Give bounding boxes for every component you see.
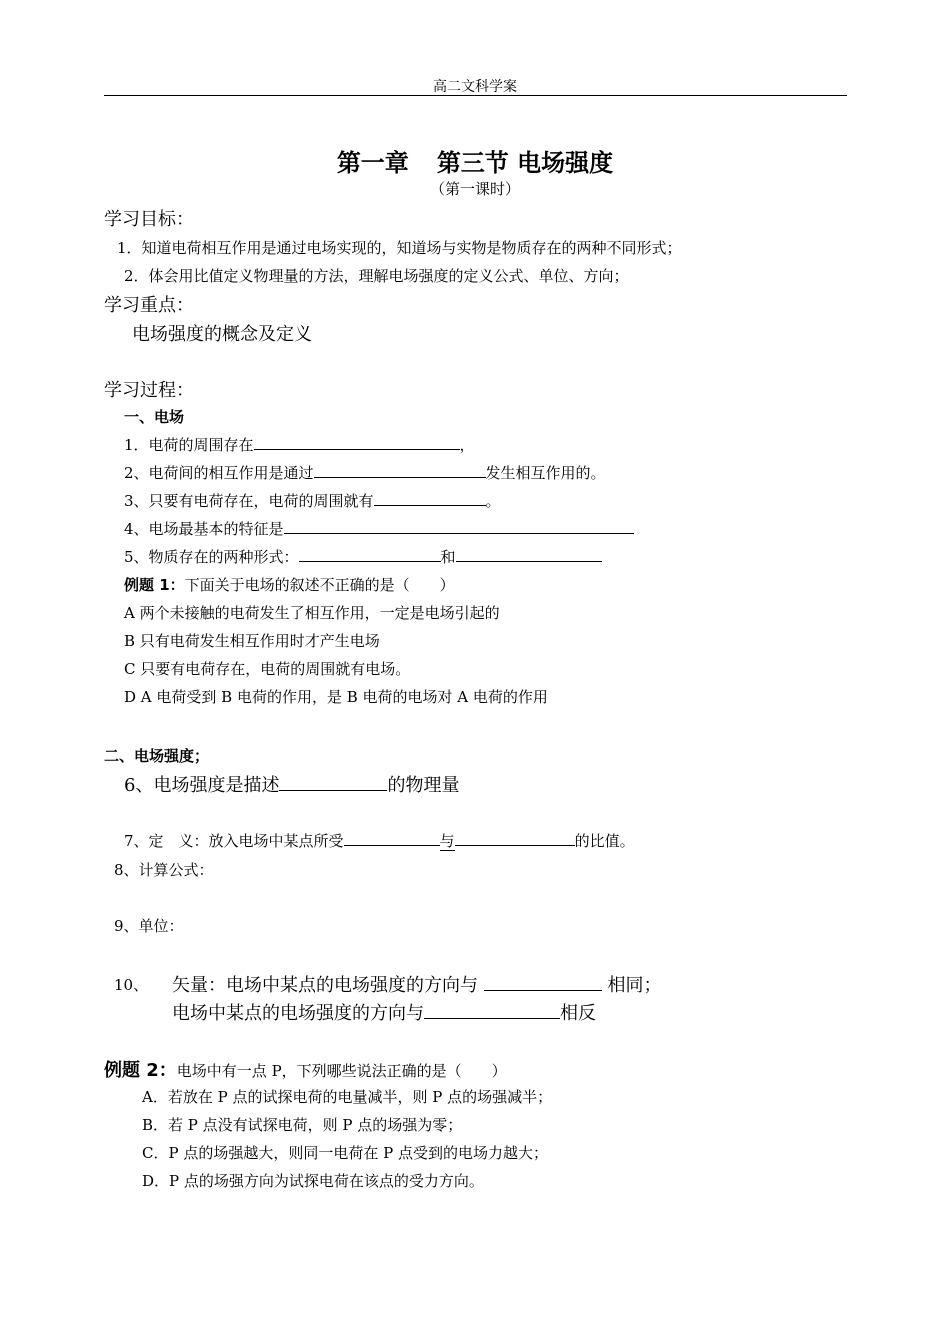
blank-4[interactable] (284, 518, 634, 534)
question-6: 6、电场强度是描述 的物理量 (124, 771, 459, 797)
example-1-option-c: C 只要有电荷存在，电荷的周围就有电场。 (124, 660, 411, 678)
objective-item-1: 1．知道电荷相互作用是通过电场实现的，知道场与实物是物质存在的两种不同形式； (117, 239, 682, 257)
blank-7b[interactable] (455, 830, 575, 846)
example-2-option-c: C．P 点的场强越大，则同一电荷在 P 点受到的电场力越大； (142, 1144, 548, 1162)
question-10-number: 10、 (114, 976, 149, 994)
example-1-option-b: B 只有电荷发生相互作用时才产生电场 (124, 632, 380, 650)
page-subtitle: （第一课时） (429, 180, 520, 198)
header-divider (104, 95, 847, 96)
blank-5a[interactable] (299, 546, 441, 562)
example-1-option-d: D A 电荷受到 B 电荷的作用，是 B 电荷的电场对 A 电荷的作用 (124, 688, 548, 706)
blank-10b[interactable] (424, 1000, 560, 1019)
example-2-label: 例题 2： (104, 1060, 177, 1081)
question-10-line-1: 矢量：电场中某点的电场强度的方向与 相同； (172, 971, 661, 997)
page-title (0, 143, 950, 178)
example-1-question: 下面关于电场的叙述不正确的是（ ） (184, 576, 455, 594)
process-heading: 学习过程： (104, 380, 194, 401)
section-2-title: 二、电场强度； (104, 747, 210, 765)
question-3: 3、只要有电荷存在，电荷的周围就有 。 (124, 492, 501, 510)
example-1 (124, 574, 455, 595)
question-8: 8、计算公式： (114, 861, 214, 879)
example-1-option-a: A 两个未接触的电荷发生了相互作用，一定是电场引起的 (124, 604, 500, 622)
example-2-option-d: D．P 点的场强方向为试探电荷在该点的受力方向。 (142, 1172, 484, 1190)
question-2: 2、电荷间的相互作用是通过 发生相互作用的。 (124, 464, 606, 482)
objectives-heading: 学习目标： (104, 209, 194, 230)
blank-10a[interactable] (484, 972, 602, 991)
example-2-option-b: B．若 P 点没有试探电荷，则 P 点的场强为零； (142, 1116, 463, 1134)
question-1: 1．电荷的周围存在 ， (124, 436, 475, 454)
blank-3[interactable] (374, 490, 486, 506)
example-2-question: 电场中有一点 P，下列哪些说法正确的是（ ） (176, 1062, 507, 1080)
section-label: 第三节 电场强度 (436, 149, 614, 177)
example-2 (104, 1056, 507, 1082)
key-points-heading: 学习重点： (104, 295, 194, 316)
objective-item-2: 2．体会用比值定义物理量的方法，理解电场强度的定义公式、单位、方向； (124, 267, 629, 285)
question-4: 4、电场最基本的特征是 (124, 518, 634, 539)
example-2-option-a: A．若放在 P 点的试探电荷的电量减半，则 P 点的场强减半； (142, 1088, 553, 1106)
blank-1[interactable] (254, 434, 460, 450)
blank-5b[interactable] (456, 546, 602, 562)
key-points-text: 电场强度的概念及定义 (132, 324, 312, 345)
blank-7a[interactable] (344, 830, 440, 846)
blank-2[interactable] (314, 462, 486, 478)
question-10-line-2: 电场中某点的电场强度的方向与 相反 (172, 999, 596, 1025)
question-9: 9、单位： (114, 917, 184, 935)
blank-6[interactable] (279, 772, 387, 791)
section-1-title: 一、电场 (124, 408, 185, 426)
question-7: 7、定 义：放入电场中某点所受 与 的比值。 (124, 832, 635, 850)
question-5: 5、物质存在的两种形式： 和 (124, 546, 602, 567)
example-1-label: 例题 1： (124, 576, 185, 594)
page-header: 高二文科学案 (433, 79, 517, 95)
chapter-label: 第一章 (336, 149, 409, 177)
